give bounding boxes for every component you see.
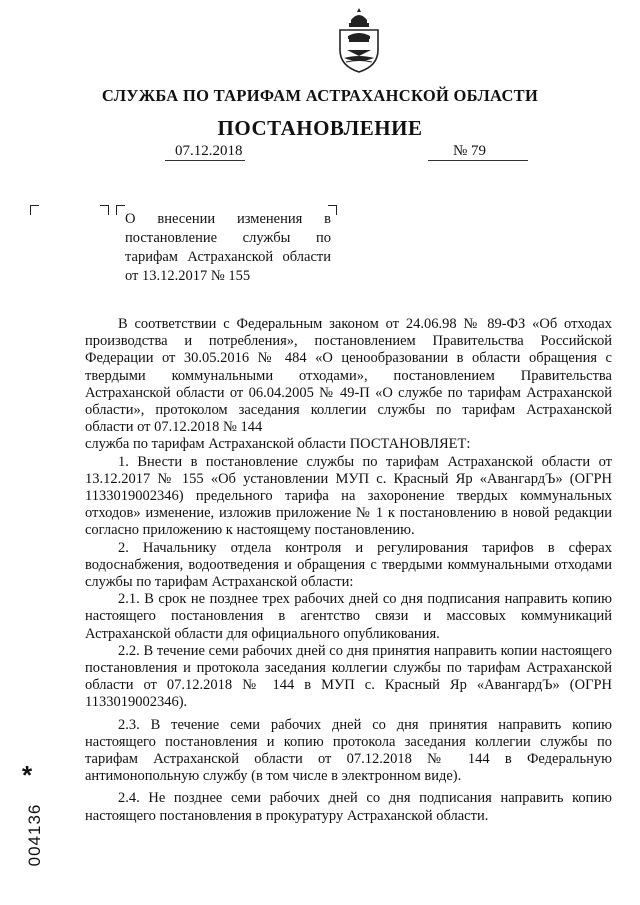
document-subject: О внесении изменения в постановление службы по тарифам Астраханской области от 13.12.2017 № 155: [125, 211, 331, 284]
serial-stamp: [25, 790, 45, 880]
stamp-asterisk: *: [22, 760, 33, 790]
number-underline: [428, 160, 528, 161]
corner-mark: [100, 205, 109, 215]
document-body: [85, 316, 612, 825]
paragraph-2-2: 2.2. В течение семи рабочих дней со дня принятия направить копии настоящего постановления и протокола заседания коллегии службы по тарифам Астраханской области от 07.12.2018 № 144 в МУП с. Красный Яр «АвангардЪ» (ОГРН 1133019002346).: [85, 642, 612, 711]
resolves-line: служба по тарифам Астраханской области ПОСТАНОВЛЯЕТ:: [85, 436, 471, 453]
paragraph-2: 2. Начальнику отдела контроля и регулирования тарифов в сферах водоснабжения, водоотведения и обращения с твердыми коммунальными отходами службы по тарифам Астраханской области:: [85, 539, 612, 591]
serial-number: 004136: [25, 803, 44, 867]
date-underline: [165, 160, 245, 161]
organization-name: СЛУЖБА ПО ТАРИФАМ АСТРАХАНСКОЙ ОБЛАСТИ: [101, 86, 539, 105]
document-number: № 79: [453, 143, 487, 159]
corner-mark: [116, 205, 125, 215]
document-type: ПОСТАНОВЛЕНИЕ: [217, 116, 423, 140]
document-date: 07.12.2018: [175, 143, 243, 159]
astrakhan-coat-of-arms-icon: [334, 6, 384, 74]
corner-mark: [30, 205, 39, 215]
paragraph-1: 1. Внести в постановление службы по тарифам Астраханской области от 13.12.2017 № 155 «Об установлении МУП с. Красный Яр «АвангардЪ» (ОГРН 1133019002346) предельного тарифа на захоронение твердых коммунальных отходов» изменение, изложив приложение № 1 к постановлению в новой редакции согласно приложению к настоящему постановлению.: [85, 453, 612, 539]
paragraph-2-3: 2.3. В течение семи рабочих дней со дня принятия направить копию настоящего постановления и копию протокола заседания коллегии службы по тарифам Астраханской области от 07.12.2018 № 144 в Федеральную антимонопольную службу (в том числе в электронном виде).: [85, 716, 612, 785]
paragraph-2-4: 2.4. Не позднее семи рабочих дней со дня подписания направить копию настоящего постановления в прокуратуру Астраханской области.: [85, 790, 612, 824]
paragraph-2-1: 2.1. В срок не позднее трех рабочих дней со дня подписания направить копию настоящего постановления в агентство связи и массовых коммуникаций Астраханской области для официального опубликования.: [85, 591, 612, 642]
preamble-paragraph: В соответствии с Федеральным законом от 24.06.98 № 89-ФЗ «Об отходах производства и потребления», постановлением Правительства Российской Федерации от 30.05.2016 № 484 «О ценообразовании в области обращения с твердыми коммунальными отходами», постановлением Правительства Астраханской области от 06.04.2005 № 49-П «О службе по тарифам Астраханской области», протоколом заседания коллегии службы по тарифам Астраханской области от 07.12.2018 № 144: [85, 316, 612, 436]
